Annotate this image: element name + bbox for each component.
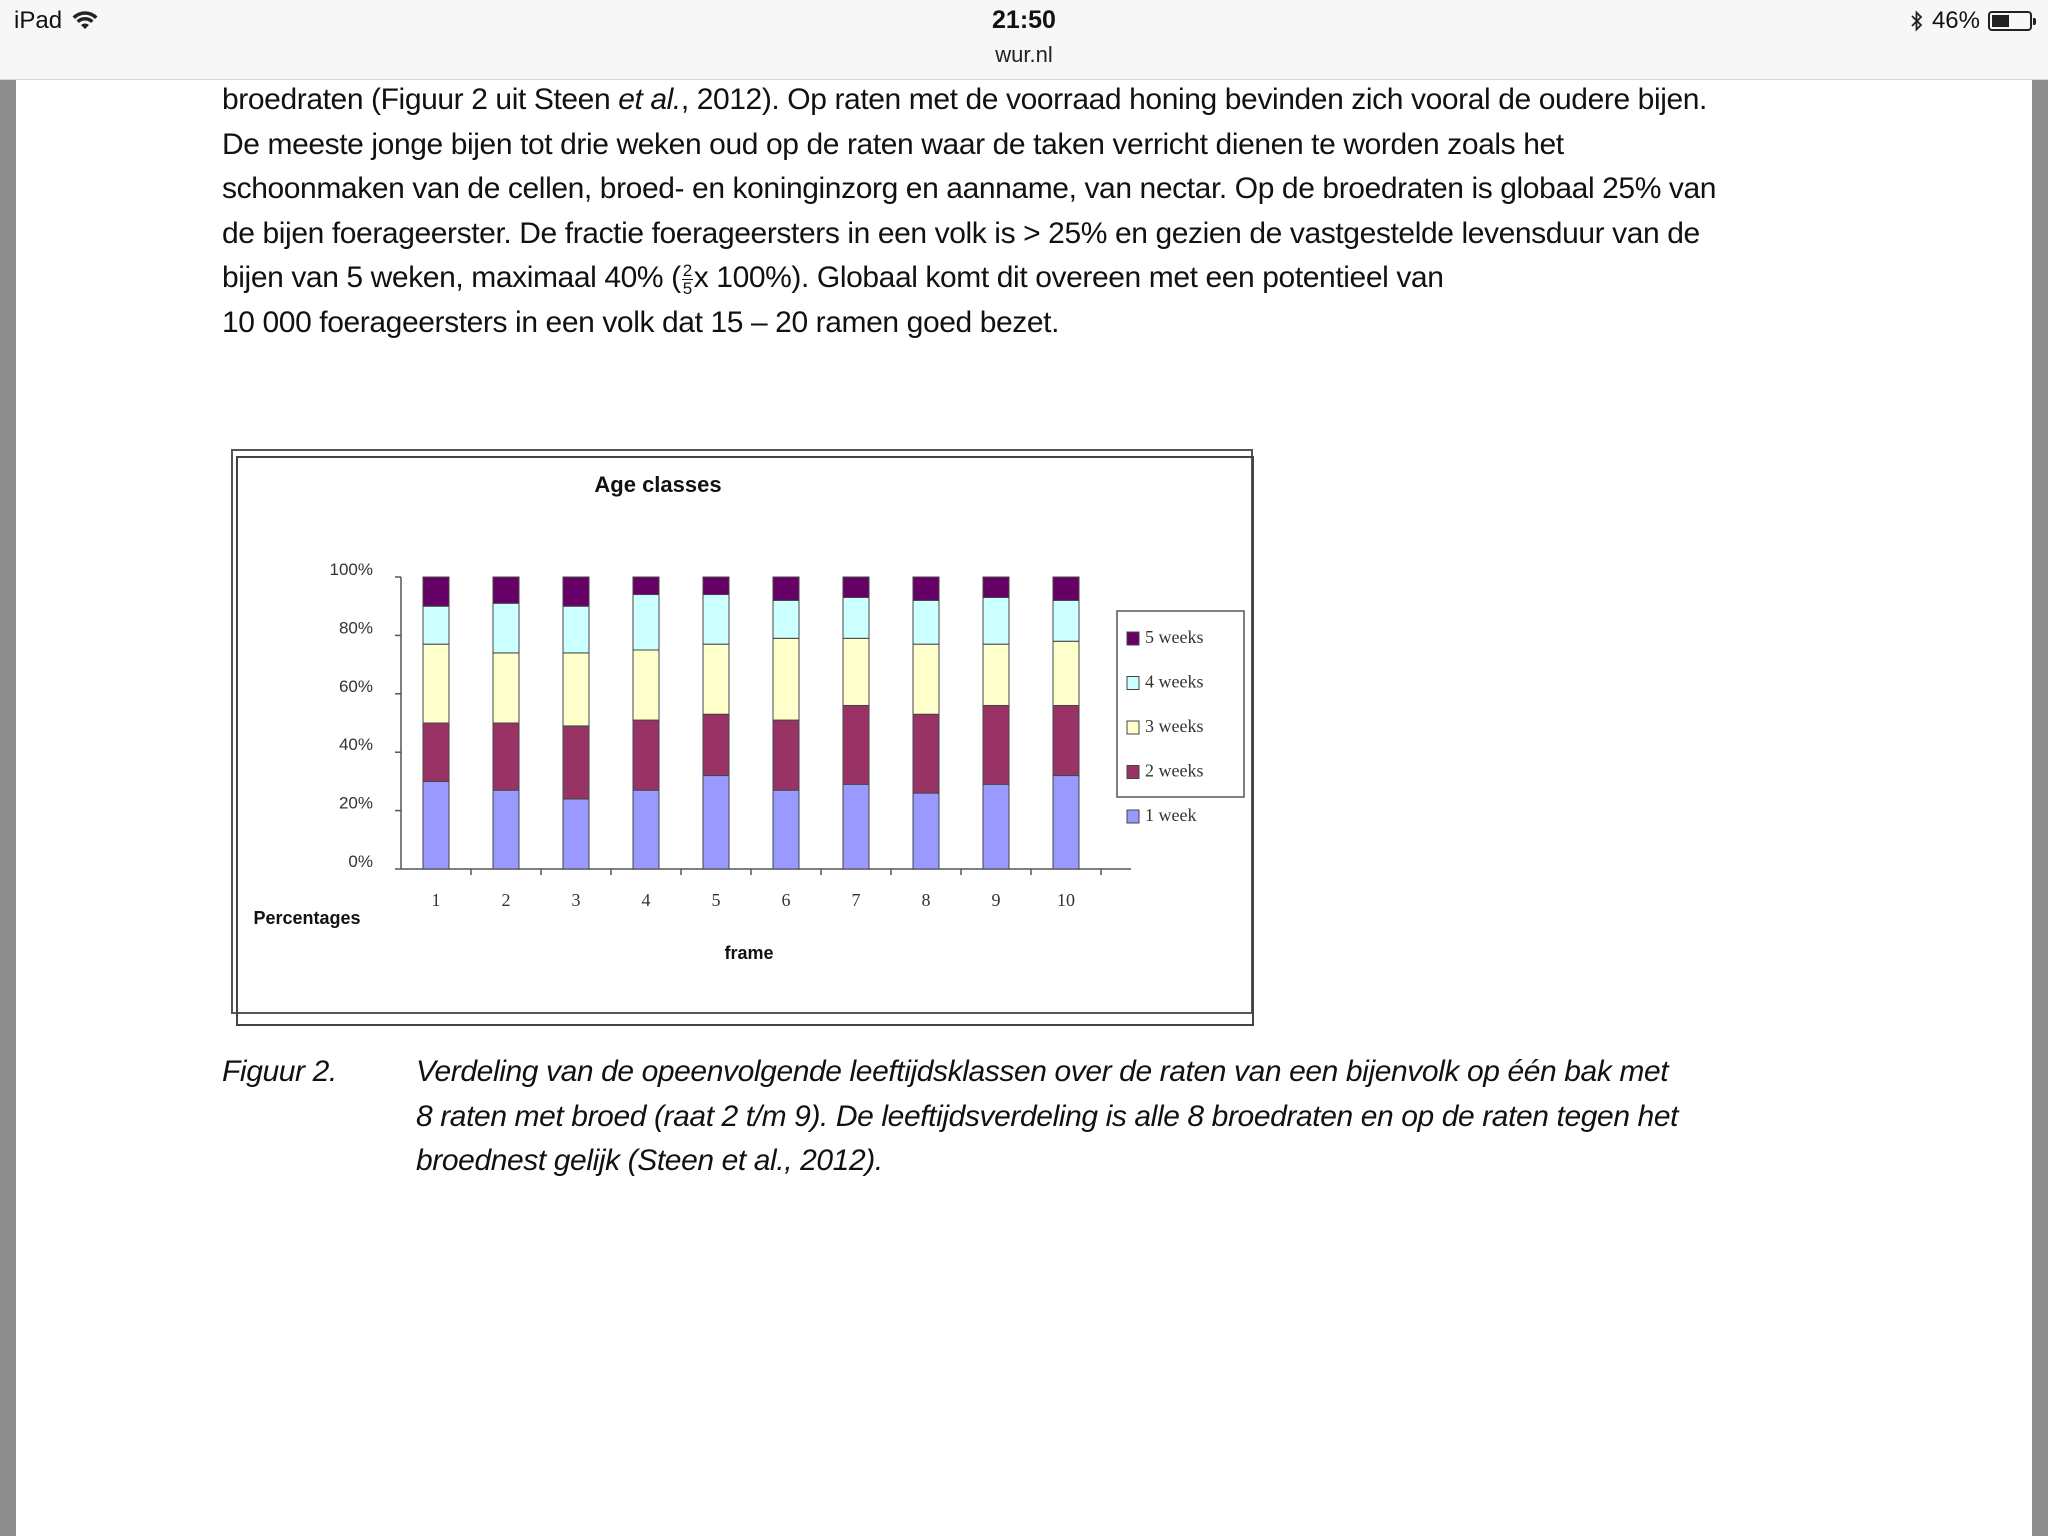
x-tick-label: 7 [851, 890, 861, 910]
x-tick-label: 8 [921, 890, 931, 910]
legend-label: 3 weeks [1145, 716, 1204, 736]
figure-chart [231, 449, 1256, 1029]
page-margin-left [0, 80, 16, 1536]
bar-segment [983, 597, 1009, 644]
paragraph-line [222, 256, 1722, 301]
bar-segment [423, 781, 449, 869]
bar-segment [493, 653, 519, 723]
bar-segment [983, 577, 1009, 597]
device-name: iPad [14, 7, 63, 34]
y-tick-label: 20% [338, 793, 373, 813]
status-right [1910, 7, 2032, 35]
bar-segment [773, 720, 799, 790]
bar-segment [983, 784, 1009, 869]
fraction [682, 262, 693, 297]
bar-segment [423, 723, 449, 781]
x-axis-label: frame [724, 943, 774, 963]
bar-segment [913, 644, 939, 714]
x-tick-label: 9 [991, 890, 1001, 910]
bar-segment [423, 606, 449, 644]
text-run: x 100%). Globaal komt dit overeen met een potentieel van [693, 261, 1444, 294]
bar-segment [1053, 577, 1079, 600]
bar-segment [1053, 600, 1079, 641]
battery-percent: 46% [1931, 7, 1980, 34]
x-tick-label: 6 [781, 890, 791, 910]
bar-segment [563, 799, 589, 869]
bar-segment [843, 784, 869, 869]
caption-text [416, 1050, 1678, 1184]
y-tick-label: 100% [329, 560, 373, 579]
bar-segment [843, 577, 869, 597]
caption-line: broednest gelijk (Steen et al., 2012). [416, 1144, 883, 1177]
battery-icon [1988, 11, 2032, 31]
legend-swatch [1127, 810, 1139, 823]
page-margin-right [2032, 80, 2048, 1536]
bar-segment [983, 705, 1009, 784]
bar-segment [703, 714, 729, 775]
body-paragraph [222, 78, 1722, 345]
bar-segment [773, 790, 799, 869]
chart-frame-outer [232, 450, 1252, 1013]
y-tick-label: 80% [338, 618, 373, 638]
bar-segment [983, 644, 1009, 705]
paragraph-line: schoonmaken van de cellen, broed- en koninginzorg en aanname, van nectar. Op de broedraten is globaal 25% van [222, 172, 1717, 205]
bar-segment [1053, 776, 1079, 869]
bar-segment [493, 603, 519, 653]
y-tick-label: 60% [338, 676, 373, 696]
bar-segment [913, 714, 939, 793]
x-tick-label: 3 [571, 890, 581, 910]
bar-segment [703, 577, 729, 595]
bar-segment [773, 600, 799, 638]
text-run: bijen van 5 weken, maximaal 40% ( [222, 261, 681, 294]
bar-segment [633, 650, 659, 720]
chart-title: Age classes [594, 472, 722, 497]
italic-text: et al. [618, 83, 681, 116]
caption-label: Figuur 2. [222, 1055, 337, 1088]
bar-segment [913, 600, 939, 644]
paragraph-line: De meeste jonge bijen tot drie weken oud op de raten waar de taken verricht dienen te worden zoals het [222, 127, 1564, 161]
legend-swatch [1127, 632, 1139, 645]
status-bar [0, 0, 2048, 80]
clock: 21:50 [992, 6, 1056, 34]
y-tick-label: 0% [348, 852, 373, 871]
fraction-denominator: 5 [682, 278, 692, 298]
x-tick-label: 5 [711, 890, 721, 910]
paragraph-line [222, 78, 1722, 123]
bar-segment [633, 720, 659, 790]
bar-segment [563, 653, 589, 726]
x-tick-label: 2 [501, 890, 511, 910]
bar-segment [703, 595, 729, 645]
bar-segment [703, 776, 729, 869]
bar-segment [563, 606, 589, 653]
legend-label: 1 week [1145, 805, 1197, 825]
caption-line: Verdeling van de opeenvolgende leeftijdsklassen over de raten van een bijenvolk op één bak met [416, 1055, 1669, 1088]
stacked-bar-chart [231, 449, 1256, 1029]
bar-segment [1053, 641, 1079, 705]
text-run: broedraten (Figuur 2 uit Steen [222, 83, 619, 116]
bar-segment [563, 577, 589, 606]
bar-segment [1053, 705, 1079, 775]
document-page [222, 78, 1722, 345]
fraction-numerator: 2 [682, 260, 692, 280]
x-tick-label: 1 [431, 890, 441, 910]
legend-swatch [1127, 677, 1139, 690]
bar-segment [773, 638, 799, 720]
legend-label: 4 weeks [1145, 671, 1204, 692]
x-tick-label: 10 [1057, 890, 1075, 910]
x-tick-label: 4 [641, 890, 651, 910]
bar-segment [563, 726, 589, 799]
bar-segment [493, 790, 519, 869]
address-bar-url[interactable]: wur.nl [995, 42, 1053, 67]
legend-label: 5 weeks [1145, 627, 1204, 647]
battery-level [1992, 15, 2009, 27]
legend-swatch [1127, 766, 1139, 779]
bar-segment [633, 577, 659, 595]
text-run: , 2012). Op raten met de voorraad honing bevinden zich vooral de oudere bijen. [680, 83, 1707, 116]
bar-segment [913, 577, 939, 600]
bar-segment [773, 577, 799, 600]
bar-segment [633, 595, 659, 650]
y-tick-label: 40% [338, 735, 373, 755]
bar-segment [913, 793, 939, 869]
bar-segment [493, 723, 519, 790]
bar-segment [423, 577, 449, 606]
legend-label: 2 weeks [1145, 760, 1204, 781]
bar-segment [703, 644, 729, 714]
bluetooth-icon [1910, 9, 1924, 33]
bar-segment [423, 644, 449, 723]
paragraph-line: 10 000 foerageersters in een volk dat 15 – 20 ramen goed bezet. [222, 305, 1060, 339]
bar-segment [633, 790, 659, 869]
bar-segment [843, 705, 869, 784]
legend-swatch [1127, 721, 1139, 734]
bar-segment [493, 577, 519, 603]
paragraph-line: de bijen foerageerster. De fractie foerageersters in een volk is > 25% en gezien de vastgestelde levensduur van de [222, 216, 1700, 250]
caption-line: 8 raten met broed (raat 2 t/m 9). De leeftijdsverdeling is alle 8 broedraten en op de raten tegen het [416, 1099, 1679, 1133]
bar-segment [843, 597, 869, 638]
bar-segment [843, 638, 869, 705]
y-axis-label: Percentages [253, 908, 361, 928]
